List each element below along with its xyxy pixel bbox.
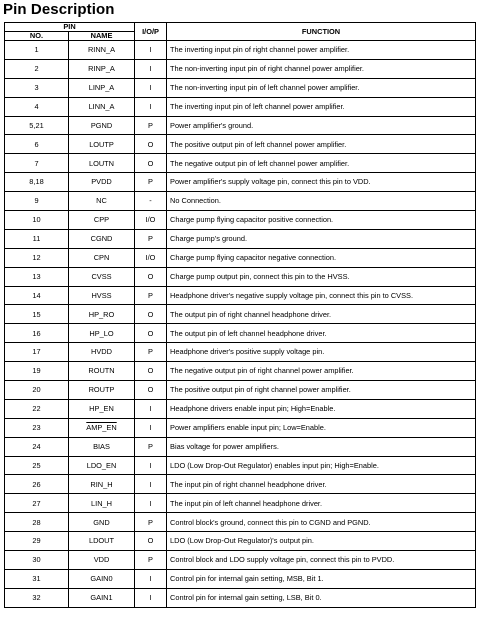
pin-name-cell: CGND [69,229,135,248]
pin-io-cell: I [135,456,167,475]
pin-io-cell: O [135,362,167,381]
pin-name-cell: LINN_A [69,97,135,116]
pin-function-cell: Charge pump's ground. [167,229,476,248]
pin-name-cell: CPN [69,248,135,267]
table-row [5,41,476,60]
table-row [5,532,476,551]
pin-number-cell: 1 [5,41,69,60]
pin-io-cell: I [135,569,167,588]
table-row [5,305,476,324]
pin-number-cell: 12 [5,248,69,267]
pin-function-cell: The output pin of right channel headphone driver. [167,305,476,324]
table-row [5,418,476,437]
pin-io-cell: I [135,475,167,494]
pin-name-cell: RIN_H [69,475,135,494]
table-row [5,192,476,211]
pin-number-cell: 27 [5,494,69,513]
pin-name-cell: RINN_A [69,41,135,60]
pin-number-cell: 32 [5,588,69,607]
pin-number-cell: 3 [5,78,69,97]
pin-io-cell: O [135,324,167,343]
table-row [5,248,476,267]
pin-name-cell: HVDD [69,343,135,362]
pin-rows [5,41,476,608]
pin-function-cell: No Connection. [167,192,476,211]
pin-function-cell: The input pin of left channel headphone driver. [167,494,476,513]
table-row [5,551,476,570]
no-header: NO. [5,32,69,41]
function-header: FUNCTION [167,23,476,41]
pin-io-cell: P [135,286,167,305]
pin-io-cell: I [135,41,167,60]
pin-function-cell: Headphone driver's positive supply voltage pin. [167,343,476,362]
table-row [5,381,476,400]
pin-io-cell: P [135,229,167,248]
pin-number-cell: 26 [5,475,69,494]
pin-io-cell: I [135,78,167,97]
table-row [5,456,476,475]
pin-name-cell: PGND [69,116,135,135]
pin-name-cell: HVSS [69,286,135,305]
table-row [5,437,476,456]
name-header: NAME [69,32,135,41]
pin-io-cell: O [135,154,167,173]
pin-number-cell: 9 [5,192,69,211]
pin-function-cell: Charge pump output pin, connect this pin to the HVSS. [167,267,476,286]
table-row [5,154,476,173]
table-row [5,399,476,418]
pin-function-cell: Power amplifier's ground. [167,116,476,135]
pin-function-cell: Headphone driver's negative supply voltage pin, connect this pin to CVSS. [167,286,476,305]
pin-number-cell: 28 [5,513,69,532]
pin-name-cell: LOUTN [69,154,135,173]
pin-function-cell: Control block and LDO supply voltage pin, connect this pin to PVDD. [167,551,476,570]
pin-name-cell: CPP [69,211,135,230]
pin-io-cell: O [135,267,167,286]
pin-name-cell: LINP_A [69,78,135,97]
pin-number-cell: 7 [5,154,69,173]
pin-io-cell: P [135,551,167,570]
pin-io-cell: P [135,173,167,192]
io-header: I/O/P [135,23,167,41]
pin-function-cell: LDO (Low Drop-Out Regulator)'s output pin. [167,532,476,551]
table-row [5,362,476,381]
pin-function-cell: The input pin of right channel headphone driver. [167,475,476,494]
pin-number-cell: 2 [5,59,69,78]
pin-io-cell: I [135,97,167,116]
table-row [5,324,476,343]
pin-function-cell: The negative output pin of left channel power amplifier. [167,154,476,173]
table-row [5,211,476,230]
table-row [5,97,476,116]
pin-function-cell: Control block's ground, connect this pin to CGND and PGND. [167,513,476,532]
pin-number-cell: 19 [5,362,69,381]
pin-number-cell: 11 [5,229,69,248]
pin-number-cell: 4 [5,97,69,116]
pin-function-cell: Headphone drivers enable input pin; High=Enable. [167,399,476,418]
pin-name-cell: VDD [69,551,135,570]
pin-function-cell: The negative output pin of right channel power amplifier. [167,362,476,381]
table-row [5,494,476,513]
pin-io-cell: P [135,116,167,135]
pin-function-cell: The positive output pin of right channel power amplifier. [167,381,476,400]
pin-io-cell: - [135,192,167,211]
table-row [5,59,476,78]
pin-function-cell: Control pin for internal gain setting, MSB, Bit 1. [167,569,476,588]
pin-io-cell: O [135,532,167,551]
pin-io-cell: I [135,588,167,607]
pin-number-cell: 17 [5,343,69,362]
table-row [5,78,476,97]
table-row [5,569,476,588]
pin-name-cell: HP_EN [69,399,135,418]
pin-number-cell: 24 [5,437,69,456]
pin-io-cell: O [135,305,167,324]
pin-name-cell: PVDD [69,173,135,192]
pin-function-cell: Bias voltage for power amplifiers. [167,437,476,456]
pin-io-cell: O [135,135,167,154]
pin-number-cell: 31 [5,569,69,588]
table-row [5,588,476,607]
pin-name-cell: ROUTP [69,381,135,400]
pin-function-cell: Charge pump flying capacitor negative connection. [167,248,476,267]
pin-function-cell: The non-inverting input pin of left channel power amplifier. [167,78,476,97]
table-row [5,116,476,135]
pin-name-cell: GAIN1 [69,588,135,607]
pin-function-cell: The inverting input pin of right channel power amplifier. [167,41,476,60]
pin-number-cell: 14 [5,286,69,305]
pin-name-cell: AMP_EN [69,418,135,437]
pin-io-cell: O [135,381,167,400]
pin-name-cell: BIAS [69,437,135,456]
pin-function-cell: The non-inverting input pin of right channel power amplifier. [167,59,476,78]
pin-number-cell: 10 [5,211,69,230]
pin-number-cell: 13 [5,267,69,286]
pin-number-cell: 15 [5,305,69,324]
page-title: Pin Description [3,1,115,18]
table-row [5,173,476,192]
pin-name-cell: HP_RO [69,305,135,324]
pin-number-cell: 23 [5,418,69,437]
pin-io-cell: P [135,513,167,532]
table-row [5,475,476,494]
pin-name-cell: RINP_A [69,59,135,78]
pin-io-cell: P [135,343,167,362]
pin-number-cell: 30 [5,551,69,570]
pin-header: PIN [5,23,135,32]
pin-number-cell: 16 [5,324,69,343]
pin-io-cell: I [135,418,167,437]
pin-io-cell: I [135,494,167,513]
pin-io-cell: I [135,59,167,78]
pin-number-cell: 5,21 [5,116,69,135]
pin-name-cell: CVSS [69,267,135,286]
table-row [5,286,476,305]
pin-name-cell: LIN_H [69,494,135,513]
pin-io-cell: I [135,399,167,418]
pin-function-cell: The output pin of left channel headphone driver. [167,324,476,343]
pin-io-cell: I/O [135,211,167,230]
pin-number-cell: 29 [5,532,69,551]
pin-number-cell: 22 [5,399,69,418]
pin-io-cell: I/O [135,248,167,267]
pin-name-cell: NC [69,192,135,211]
pin-number-cell: 6 [5,135,69,154]
pin-function-cell: Power amplifier's supply voltage pin, connect this pin to VDD. [167,173,476,192]
table-row [5,513,476,532]
pin-number-cell: 25 [5,456,69,475]
table-row [5,229,476,248]
pin-name-cell: ROUTN [69,362,135,381]
pin-name-cell: LOUTP [69,135,135,154]
pin-io-cell: P [135,437,167,456]
pin-function-cell: LDO (Low Drop-Out Regulator) enables input pin; High=Enable. [167,456,476,475]
pin-name-cell: LDOUT [69,532,135,551]
pin-name-cell: GND [69,513,135,532]
pin-function-cell: The positive output pin of left channel power amplifier. [167,135,476,154]
table-row [5,267,476,286]
pin-name-cell: GAIN0 [69,569,135,588]
pin-name-cell: LDO_EN [69,456,135,475]
pin-function-cell: Charge pump flying capacitor positive connection. [167,211,476,230]
pin-table [4,22,476,608]
pin-function-cell: Power amplifiers enable input pin; Low=Enable. [167,418,476,437]
pin-number-cell: 8,18 [5,173,69,192]
pin-number-cell: 20 [5,381,69,400]
pin-name-cell: HP_LO [69,324,135,343]
pin-function-cell: The inverting input pin of left channel power amplifier. [167,97,476,116]
pin-function-cell: Control pin for internal gain setting, LSB, Bit 0. [167,588,476,607]
table-row [5,135,476,154]
table-row [5,343,476,362]
